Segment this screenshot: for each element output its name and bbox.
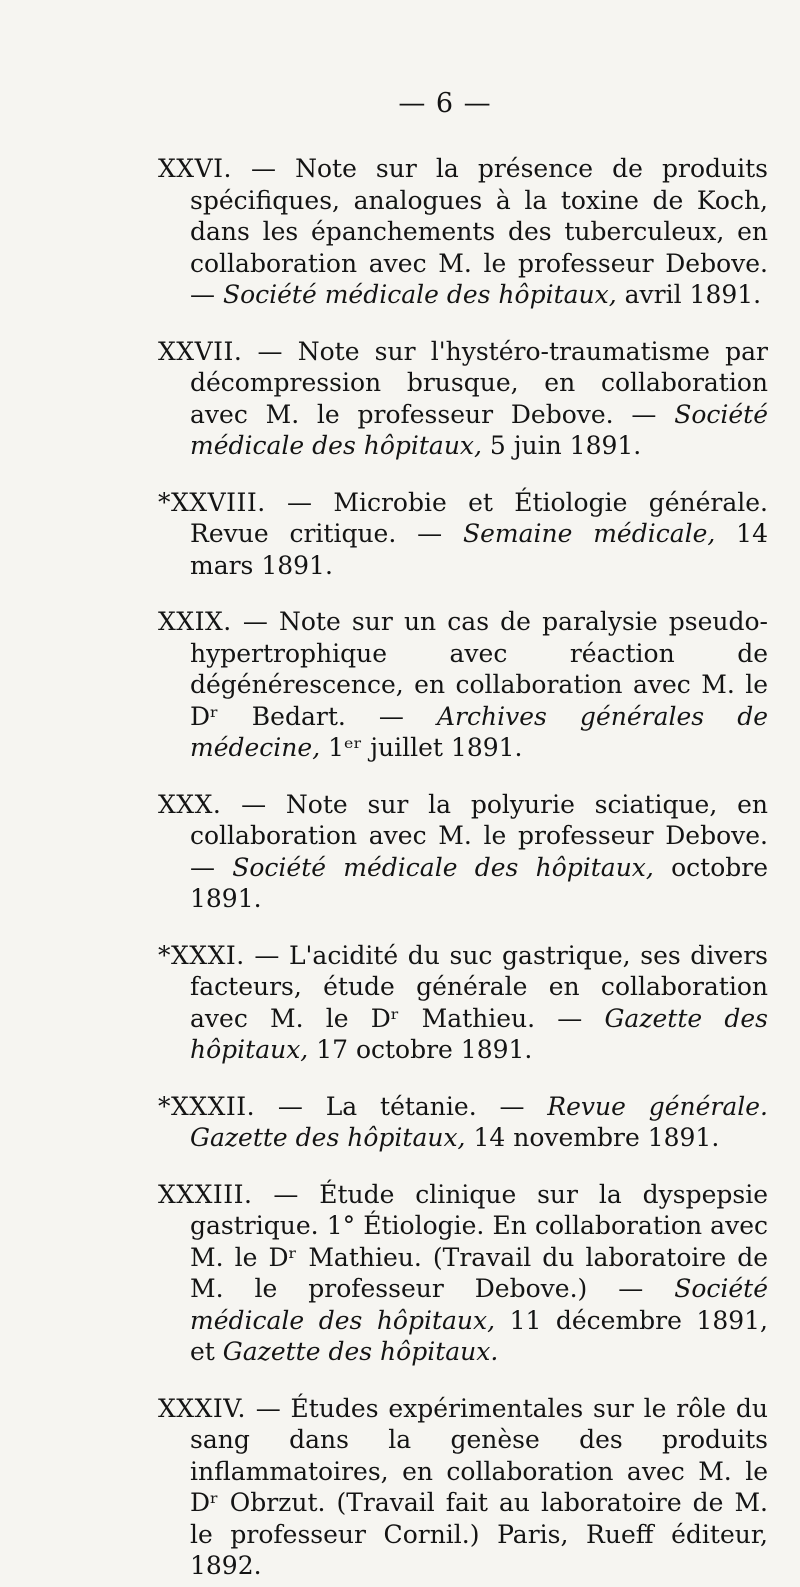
entry-source: Gazette des hôpitaux, — [190, 1003, 768, 1064]
publication-entry — [158, 1393, 768, 1582]
entry-text: — Note sur l'hystéro-traumatisme par décompression brusque, en collaboration avec M. le professeur Debove. — — [190, 336, 768, 429]
entry-date: 17 octobre 1891. — [308, 1035, 533, 1064]
entry-source: Archives générales de médecine, — [190, 701, 768, 762]
publication-entry — [158, 487, 768, 582]
entry-source: Société médicale des hôpitaux, — [232, 852, 654, 882]
entry-date: 14 mars 1891. — [190, 519, 768, 580]
entry-text: — Note sur un cas de paralysie pseudo-hypertrophique avec réaction de dégénérescence, en collaboration avec M. le Dʳ Bedart. — — [190, 607, 768, 731]
entry-number: XXXIV. — [158, 1393, 246, 1423]
publication-entry — [158, 789, 768, 915]
entry-date: 14 novembre 1891. — [465, 1123, 720, 1152]
entry-number: XXVI. — [158, 154, 232, 183]
entry-number: *XXVIII. — [158, 487, 266, 517]
entry-date: 11 décembre 1891, et — [190, 1305, 768, 1366]
entry-number: XXVII. — [158, 336, 243, 366]
entry-date: 5 juin 1891. — [481, 431, 642, 460]
entry-number: *XXXII. — [158, 1091, 256, 1121]
entry-text: — Note sur la présence de produits spécifiques, analogues à la toxine de Koch, dans les épanchements des tuberculeux, en collaboration avec M. le professeur Debove. — — [190, 154, 768, 309]
entry-number: *XXXI. — [158, 940, 245, 970]
publication-entry — [158, 1091, 768, 1154]
publication-entry — [158, 606, 768, 764]
publication-entry — [158, 1179, 768, 1368]
entry-number: XXX. — [158, 789, 222, 819]
entry-text: — Étude clinique sur la dyspepsie gastrique. 1° Étiologie. En collaboration avec M. le Dʳ Mathieu. (Travail du laboratoire de M. le professeur Debove.) — — [190, 1179, 768, 1303]
entry-text: — Études expérimentales sur le rôle du sang dans la genèse des produits inflammatoires, en collaboration avec M. le Dʳ Obrzut. (Travail fait au laboratoire de M. le professeur Cornil.) Paris, Rueff éditeur, 1892. — [190, 1393, 768, 1580]
entry-date: avril 1891. — [616, 280, 762, 309]
entry-source: Revue générale. Gazette des hôpitaux, — [190, 1091, 768, 1152]
entry-source: Société médicale des hôpitaux, — [190, 399, 768, 460]
page-number: — 6 — — [398, 88, 492, 119]
publication-list — [158, 128, 768, 1587]
entry-text: — Note sur la polyurie sciatique, en collaboration avec M. le professeur Debove. — — [190, 789, 768, 882]
publication-entry — [158, 336, 768, 462]
entry-number: XXIX. — [158, 607, 232, 636]
entry-text: — La tétanie. — — [255, 1091, 548, 1121]
entry-source: Société médicale des hôpitaux, — [222, 280, 617, 309]
entry-date: 1ᵉʳ juillet 1891. — [320, 733, 523, 762]
entry-source-secondary: Gazette des hôpitaux. — [222, 1337, 499, 1366]
entry-text: — Microbie et Étiologie générale. Revue critique. — — [190, 487, 768, 548]
publication-entry — [158, 940, 768, 1066]
entry-source: Société médicale des hôpitaux, — [190, 1274, 768, 1335]
entry-date: octobre 1891. — [190, 852, 768, 913]
publication-entry — [158, 153, 768, 311]
entry-number: XXXIII. — [158, 1179, 253, 1209]
entry-text: — L'acidité du suc gastrique, ses divers facteurs, étude générale en collaboration avec M. le Dʳ Mathieu. — — [190, 940, 768, 1033]
entry-source: Semaine médicale, — [462, 519, 716, 548]
